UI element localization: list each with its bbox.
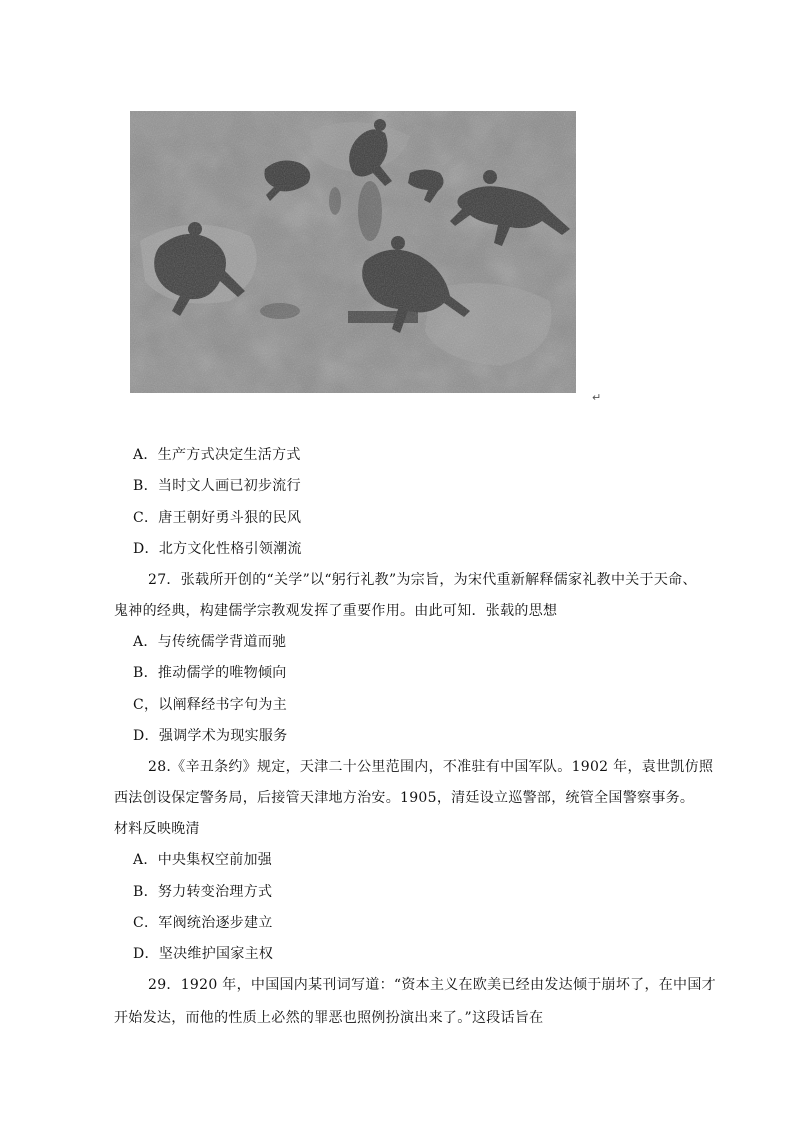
return-mark: ↵ (592, 391, 602, 404)
q27-option-b: B．推动儒学的唯物倾向 (133, 665, 287, 681)
q26-option-d: D．北方文化性格引领潮流 (133, 541, 302, 557)
q28-stem-line-3: 材料反映晚清 (114, 821, 200, 837)
q28-option-a: A．中央集权空前加强 (133, 852, 273, 868)
q28-option-b: B．努力转变治理方式 (133, 884, 273, 900)
q26-option-b: B．当时文人画已初步流行 (133, 478, 301, 494)
q28-option-c: C．军阀统治逐步建立 (133, 915, 273, 931)
q27-option-a: A．与传统儒学背道而驰 (133, 634, 287, 650)
q26-option-a: A．生产方式决定生活方式 (133, 447, 301, 463)
q27-stem-line-2: 鬼神的经典，构建儒学宗教观发挥了重要作用。由此可知．张载的思想 (114, 603, 558, 619)
q26-option-c: C．唐王朝好勇斗狠的民风 (133, 510, 302, 526)
q28-stem-line-1: 28.《辛丑条约》规定，天津二十公里范围内，不准驻有中国军队。1902 年，袁世凯仿照 (148, 759, 714, 775)
q27-option-c: C，以阐释经书字句为主 (133, 697, 288, 713)
mural-image (130, 111, 576, 393)
q29-stem-line-1: 29．1920 年，中国国内某刊词写道：“资本主义在欧美已经由发达倾于崩坏了，在中国才 (148, 977, 716, 993)
q28-stem-line-2: 西法创设保定警务局，后接管天津地方治安。1905，清廷设立巡警部，统管全国警察事务。 (114, 790, 695, 806)
q29-stem-line-2: 开始发达，而他的性质上必然的罪恶也照例扮演出来了。”这段话旨在 (114, 1010, 544, 1026)
q27-stem-line-1: 27．张载所开创的“关学”以“躬行礼教”为宗旨，为宋代重新解释儒家礼教中关于天命、 (148, 572, 697, 588)
q27-option-d: D．强调学术为现实服务 (133, 728, 288, 744)
q28-option-d: D．坚决维护国家主权 (133, 946, 274, 962)
mural-hunting-scene-icon (130, 111, 576, 393)
